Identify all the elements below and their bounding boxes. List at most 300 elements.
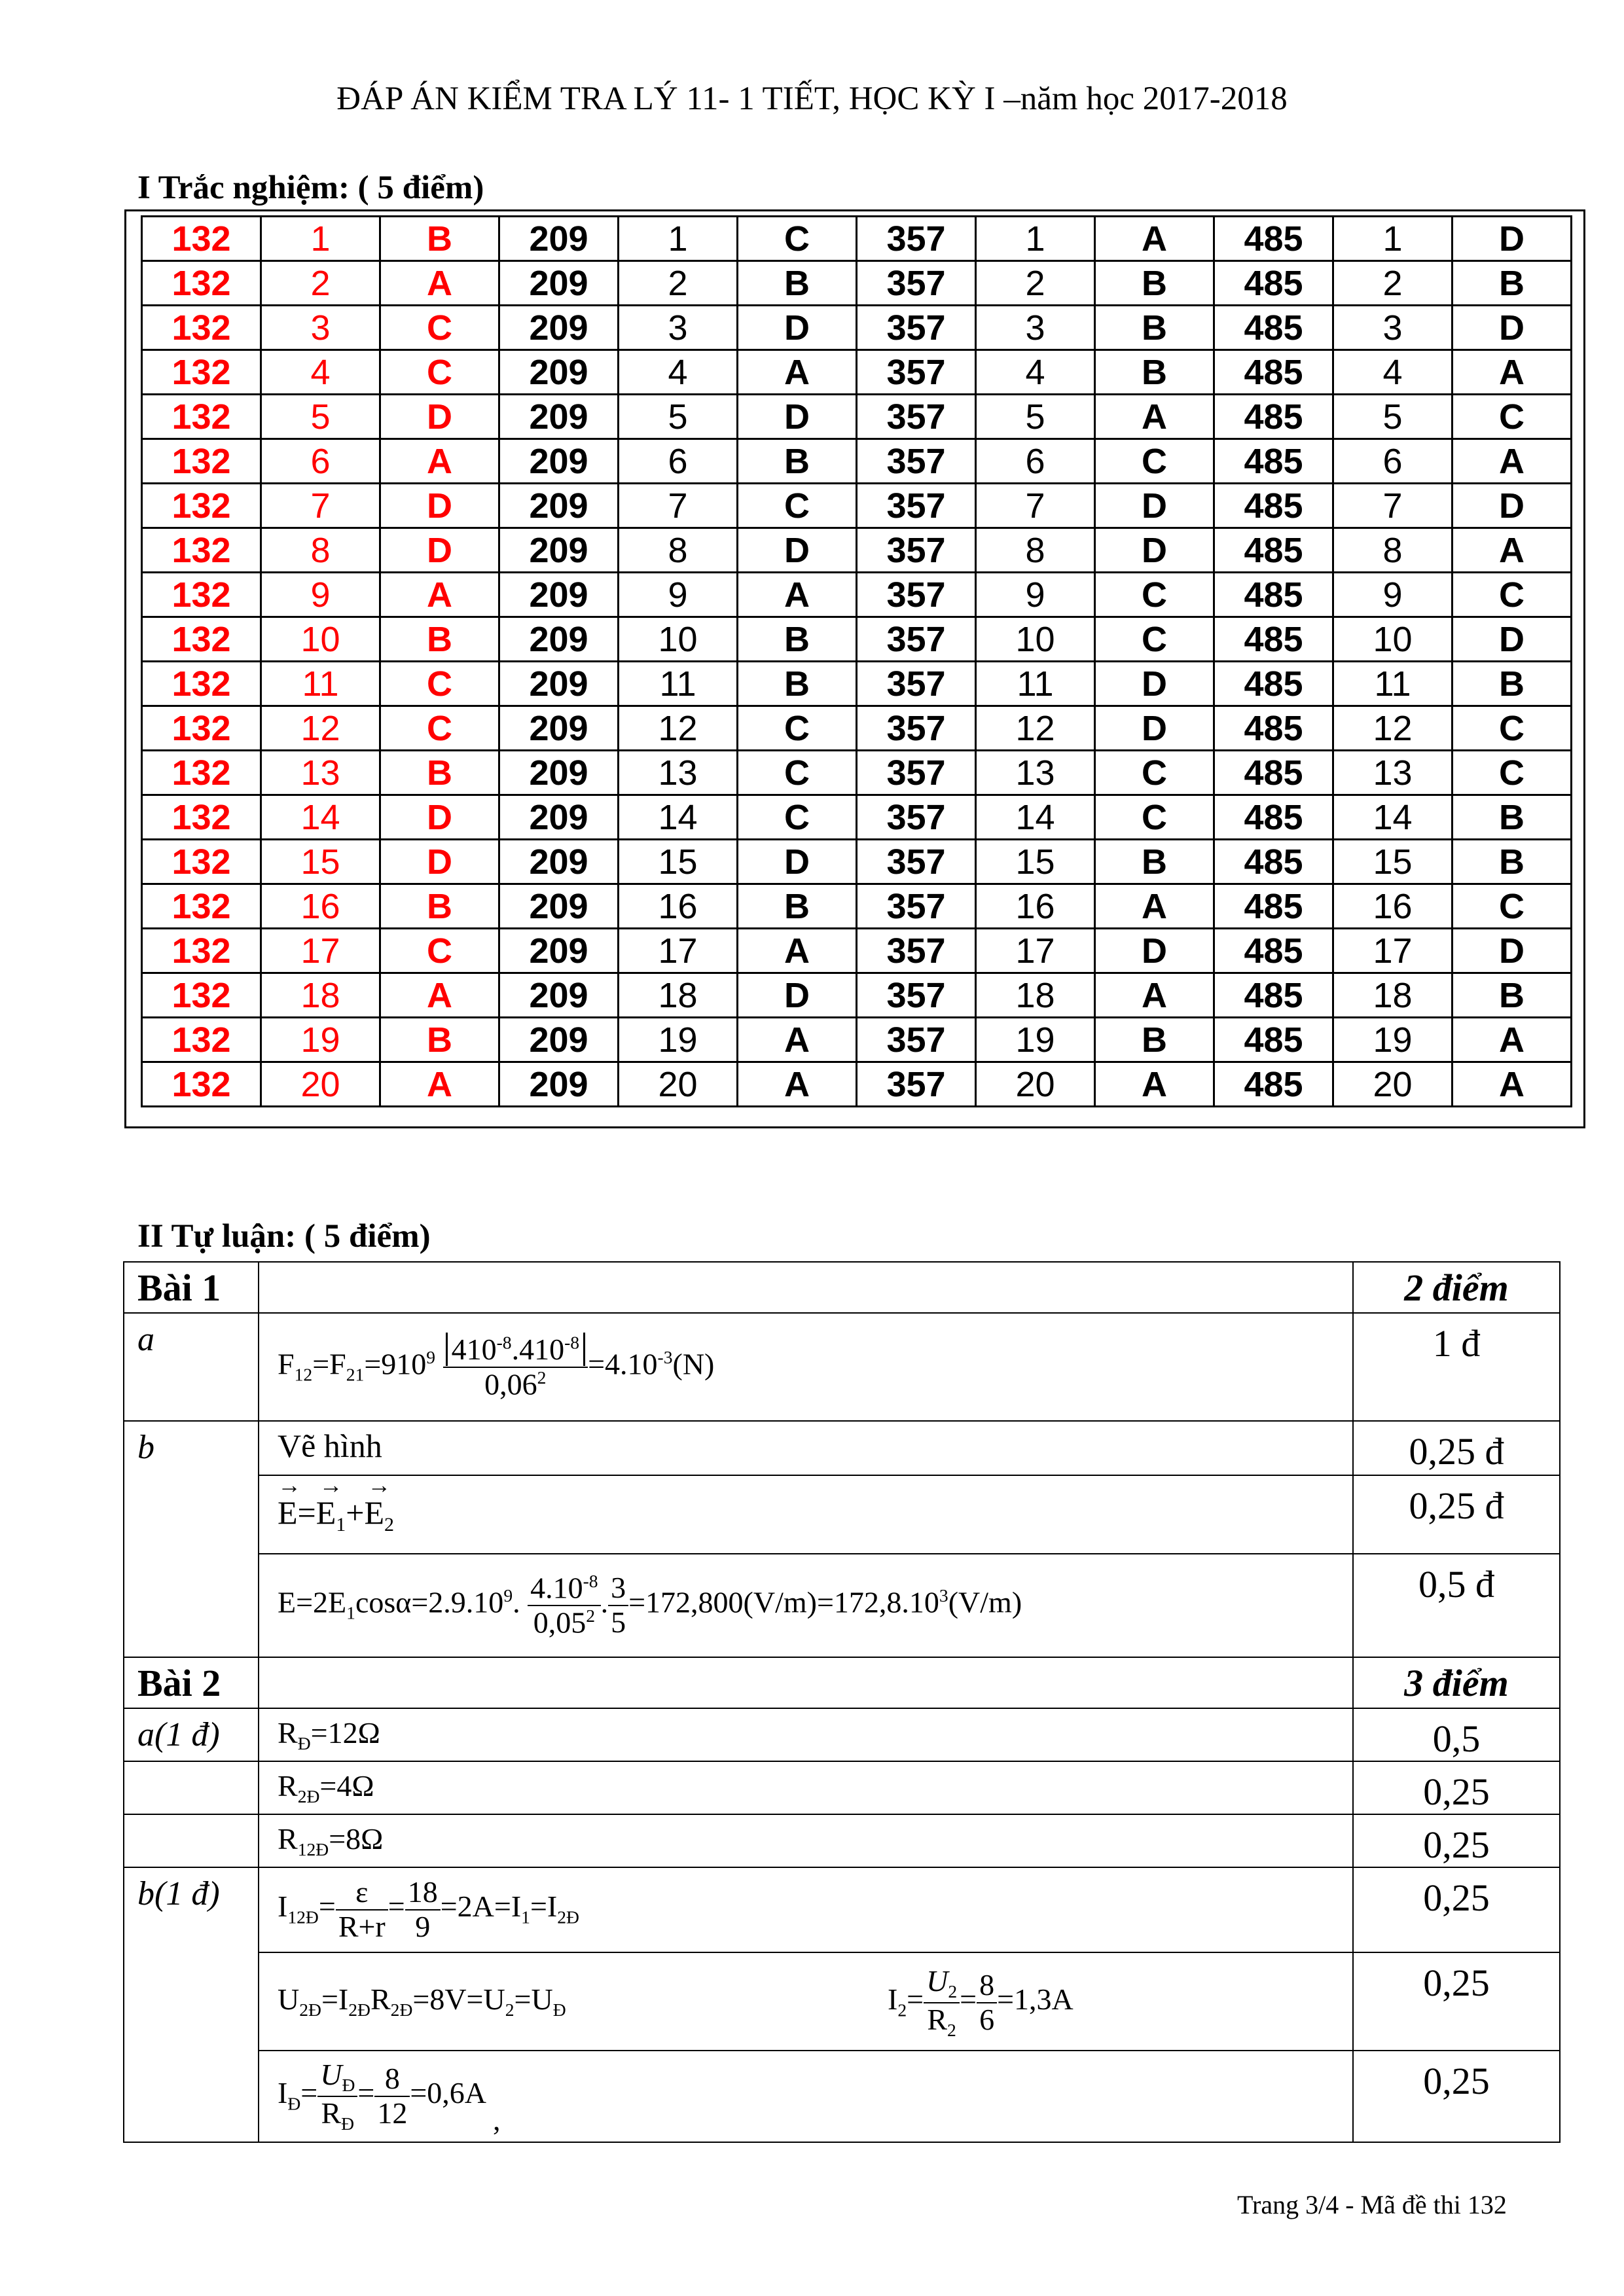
answer-cell: D [380,528,499,573]
answer-cell: C [1095,751,1214,795]
exam-code-cell: 485 [1214,795,1333,840]
answer-cell: A [380,973,499,1018]
question-number-cell: 11 [261,662,380,706]
bai1-a-label: a [124,1313,259,1421]
exam-code-cell: 209 [499,395,619,439]
question-number-cell: 4 [1333,350,1453,395]
bai2-b-row1 [124,1867,1560,1952]
answer-row [142,795,1572,840]
answer-cell: D [1453,484,1572,528]
question-number-cell: 13 [261,751,380,795]
question-number-cell: 17 [619,929,738,973]
bai2-b-row3 [124,2051,1560,2142]
question-number-cell: 5 [1333,395,1453,439]
answer-cell: D [1453,617,1572,662]
exam-code-cell: 132 [142,929,261,973]
bai2-b-row2 [124,1952,1560,2051]
answer-cell: A [380,573,499,617]
answer-cell: C [1095,573,1214,617]
question-number-cell: 5 [976,395,1095,439]
question-number-cell: 16 [1333,884,1453,929]
answer-cell: A [738,573,857,617]
exam-code-cell: 209 [499,439,619,484]
exam-code-cell: 485 [1214,395,1333,439]
bai2-b-score2: 0,25 [1353,1952,1560,2051]
answer-row [142,306,1572,350]
answer-cell: C [1095,439,1214,484]
essay-table [123,1261,1561,2143]
exam-code-cell: 357 [857,662,976,706]
bai2-a-row2 [124,1761,1560,1814]
question-number-cell: 8 [1333,528,1453,573]
question-number-cell: 18 [619,973,738,1018]
answer-cell: C [380,350,499,395]
exam-code-cell: 209 [499,973,619,1018]
exam-code-cell: 485 [1214,840,1333,884]
answer-cell: C [738,751,857,795]
exam-code-cell: 357 [857,484,976,528]
answer-row [142,840,1572,884]
answer-row [142,1018,1572,1062]
question-number-cell: 6 [261,439,380,484]
exam-code-cell: 209 [499,840,619,884]
question-number-cell: 4 [976,350,1095,395]
answer-row [142,1062,1572,1107]
answer-row [142,617,1572,662]
question-number-cell: 12 [619,706,738,751]
question-number-cell: 18 [261,973,380,1018]
question-number-cell: 10 [976,617,1095,662]
exam-code-cell: 209 [499,1062,619,1107]
answer-cell: B [1095,1018,1214,1062]
question-number-cell: 3 [1333,306,1453,350]
question-number-cell: 4 [261,350,380,395]
answer-cell: A [380,261,499,306]
bai2-a-blank2 [124,1761,259,1814]
answer-cell: A [380,1062,499,1107]
question-number-cell: 3 [261,306,380,350]
question-number-cell: 13 [619,751,738,795]
bai2-header-blank [259,1657,1353,1708]
bai2-header-row [124,1657,1560,1708]
answer-cell: B [380,617,499,662]
answer-cell: B [738,439,857,484]
bai1-b-draw-text: Vẽ hình [259,1421,1353,1475]
bai1-b-row-draw [124,1421,1560,1475]
answer-cell: C [1453,573,1572,617]
bai2-a-r2: $R_{2Đ}=4\Omega$ [259,1761,1353,1814]
exam-code-cell: 209 [499,261,619,306]
exam-code-cell: 485 [1214,751,1333,795]
exam-code-cell: 132 [142,573,261,617]
answer-cell: A [738,929,857,973]
bai1-b-field-formula: $E=2E_1\cos\alpha=2.9.10^9$. $\frac{4.10^{-8}}{0,05^2}$ . $\frac{3}{5}$ $=172,800(V/m)=172,8.10^3(V/m)$ [259,1554,1353,1657]
exam-code-cell: 132 [142,217,261,261]
bai2-a-score3: 0,25 [1353,1814,1560,1867]
exam-code-cell: 485 [1214,439,1333,484]
bai1-a-score: 1 đ [1353,1313,1560,1421]
question-number-cell: 11 [1333,662,1453,706]
bai1-b-label: b [124,1421,259,1657]
bai1-b-vector-sum: → $E=\to E_1+\to E_2$ [259,1475,1353,1554]
answer-cell: D [1095,706,1214,751]
exam-code-cell: 357 [857,395,976,439]
question-number-cell: 20 [619,1062,738,1107]
answer-cell: D [738,395,857,439]
question-number-cell: 19 [619,1018,738,1062]
exam-code-cell: 132 [142,973,261,1018]
exam-code-cell: 132 [142,751,261,795]
question-number-cell: 9 [1333,573,1453,617]
exam-code-cell: 485 [1214,1018,1333,1062]
answer-cell: B [380,884,499,929]
exam-code-cell: 132 [142,662,261,706]
question-number-cell: 2 [619,261,738,306]
answer-cell: D [738,306,857,350]
question-number-cell: 17 [976,929,1095,973]
answer-cell: A [1453,528,1572,573]
exam-code-cell: 357 [857,929,976,973]
question-number-cell: 3 [619,306,738,350]
bai1-points: 2 điểm [1353,1262,1560,1313]
answer-row [142,573,1572,617]
exam-code-cell: 209 [499,350,619,395]
answer-cell: B [738,617,857,662]
exam-code-cell: 132 [142,1062,261,1107]
question-number-cell: 20 [1333,1062,1453,1107]
exam-code-cell: 357 [857,306,976,350]
question-number-cell: 1 [976,217,1095,261]
exam-code-cell: 357 [857,617,976,662]
question-number-cell: 17 [261,929,380,973]
answer-cell: B [1453,662,1572,706]
exam-code-cell: 132 [142,1018,261,1062]
bai2-b-label: b(1 đ) [124,1867,259,2142]
exam-code-cell: 209 [499,706,619,751]
question-number-cell: 9 [976,573,1095,617]
question-number-cell: 14 [619,795,738,840]
exam-code-cell: 357 [857,973,976,1018]
exam-code-cell: 132 [142,706,261,751]
bai1-a-fraction: $\frac{410^{-8}.410^{-8}}{0,06^2}$ [443,1333,588,1401]
question-number-cell: 15 [1333,840,1453,884]
exam-code-cell: 132 [142,484,261,528]
answer-row [142,261,1572,306]
answer-row [142,350,1572,395]
answer-row [142,662,1572,706]
question-number-cell: 11 [619,662,738,706]
exam-code-cell: 209 [499,573,619,617]
answer-cell: C [380,306,499,350]
question-number-cell: 5 [261,395,380,439]
exam-code-cell: 132 [142,795,261,840]
question-number-cell: 6 [1333,439,1453,484]
exam-code-cell: 485 [1214,573,1333,617]
question-number-cell: 2 [261,261,380,306]
exam-code-cell: 132 [142,840,261,884]
question-number-cell: 19 [261,1018,380,1062]
question-number-cell: 3 [976,306,1095,350]
answer-cell: A [1095,395,1214,439]
answer-row [142,929,1572,973]
answer-row [142,217,1572,261]
exam-code-cell: 357 [857,1062,976,1107]
question-number-cell: 1 [1333,217,1453,261]
exam-code-cell: 485 [1214,662,1333,706]
bai1-b-row-field [124,1554,1560,1657]
page-footer: Trang 3/4 - Mã đề thi 132 [1237,2190,1507,2219]
exam-code-cell: 132 [142,617,261,662]
answer-cell: D [380,395,499,439]
answer-cell: A [1453,439,1572,484]
bai2-a-blank3 [124,1814,259,1867]
bai2-a-r3: $R_{12Đ}=8\Omega$ [259,1814,1353,1867]
exam-code-cell: 209 [499,484,619,528]
question-number-cell: 14 [261,795,380,840]
question-number-cell: 8 [619,528,738,573]
answer-row [142,528,1572,573]
question-number-cell: 16 [976,884,1095,929]
answer-cell: B [1095,261,1214,306]
question-number-cell: 19 [1333,1018,1453,1062]
exam-code-cell: 132 [142,306,261,350]
answer-cell: C [380,662,499,706]
bai1-b-row-vector [124,1475,1560,1554]
answer-cell: D [380,840,499,884]
exam-code-cell: 485 [1214,617,1333,662]
question-number-cell: 18 [1333,973,1453,1018]
answer-cell: C [380,929,499,973]
exam-code-cell: 357 [857,795,976,840]
exam-code-cell: 485 [1214,350,1333,395]
answer-row [142,439,1572,484]
question-number-cell: 17 [1333,929,1453,973]
question-number-cell: 18 [976,973,1095,1018]
question-number-cell: 11 [976,662,1095,706]
question-number-cell: 5 [619,395,738,439]
bai1-a-row [124,1313,1560,1421]
answer-cell: D [1095,484,1214,528]
bai2-a-row1 [124,1708,1560,1761]
question-number-cell: 2 [1333,261,1453,306]
exam-code-cell: 485 [1214,261,1333,306]
answer-row [142,884,1572,929]
exam-code-cell: 209 [499,751,619,795]
answer-cell: C [1095,617,1214,662]
document-title: ĐÁP ÁN KIỂM TRA LÝ 11- 1 TIẾT, HỌC KỲ I –năm học 2017-2018 [336,81,1288,117]
answer-cell: B [1095,350,1214,395]
answer-cell: A [1095,1062,1214,1107]
answer-cell: D [738,973,857,1018]
answer-cell: B [1095,306,1214,350]
question-number-cell: 12 [1333,706,1453,751]
answer-cell: D [380,484,499,528]
answer-cell: C [1453,751,1572,795]
exam-code-cell: 357 [857,1018,976,1062]
answer-cell: C [738,795,857,840]
exam-code-cell: 485 [1214,973,1333,1018]
exam-code-cell: 485 [1214,217,1333,261]
question-number-cell: 10 [261,617,380,662]
exam-code-cell: 485 [1214,528,1333,573]
answer-cell: B [1095,840,1214,884]
exam-code-cell: 357 [857,706,976,751]
answer-cell: B [1453,261,1572,306]
exam-code-cell: 357 [857,217,976,261]
answer-row [142,973,1572,1018]
bai1-b-score3: 0,5 đ [1353,1554,1560,1657]
answer-cell: B [738,884,857,929]
exam-code-cell: 132 [142,439,261,484]
answer-cell: C [1453,884,1572,929]
answer-cell: C [738,217,857,261]
question-number-cell: 19 [976,1018,1095,1062]
exam-code-cell: 132 [142,884,261,929]
exam-code-cell: 485 [1214,929,1333,973]
bai2-b-current-formula: $I_{12Đ}=$ $\frac{\varepsilon}{R+r}$ = $\frac{18}{9}$ $=2A=I_1=I_{2Đ}$ [259,1867,1353,1952]
question-number-cell: 8 [261,528,380,573]
answer-cell: C [738,484,857,528]
exam-code-cell: 209 [499,1018,619,1062]
bai1-title: Bài 1 [124,1262,259,1313]
bai2-a-score1: 0,5 [1353,1708,1560,1761]
question-number-cell: 16 [261,884,380,929]
exam-code-cell: 357 [857,350,976,395]
question-number-cell: 7 [261,484,380,528]
exam-code-cell: 485 [1214,706,1333,751]
answer-cell: B [1453,795,1572,840]
answer-cell: D [738,840,857,884]
question-number-cell: 15 [976,840,1095,884]
section-multiple-choice-title: I Trắc nghiệm: ( 5 điểm) [137,170,484,206]
answer-cell: A [738,350,857,395]
answer-row [142,484,1572,528]
answer-cell: A [380,439,499,484]
bai1-b-score1: 0,25 đ [1353,1421,1560,1475]
answer-cell: B [738,261,857,306]
exam-code-cell: 357 [857,884,976,929]
answer-cell: D [380,795,499,840]
answer-row [142,751,1572,795]
question-number-cell: 20 [261,1062,380,1107]
answer-cell: D [1453,929,1572,973]
answer-table [141,215,1572,1107]
exam-code-cell: 132 [142,350,261,395]
bai1-header-blank [259,1262,1353,1313]
bai2-b-i2-formula: $I_2=$ $\frac{U_2}{R_2}$ = $\frac{8}{6}$ =1,3A [888,1964,1074,2040]
answer-cell: D [1453,217,1572,261]
answer-cell: D [738,528,857,573]
question-number-cell: 7 [619,484,738,528]
answer-cell: B [380,217,499,261]
answer-cell: D [1095,929,1214,973]
bai2-b-voltage-formula: $U_{2Đ}=I_{2Đ}R_{2Đ}=8V=U_2=U_Đ$ $I_2=$ $\frac{U_2}{R_2}$ = $\frac{8}{6}$ =1,3A [259,1952,1353,2051]
bai2-a-r1: $R_Đ=12\Omega$ [259,1708,1353,1761]
answer-cell: A [1453,1062,1572,1107]
question-number-cell: 9 [261,573,380,617]
question-number-cell: 14 [976,795,1095,840]
exam-code-cell: 357 [857,751,976,795]
question-number-cell: 6 [619,439,738,484]
exam-code-cell: 357 [857,261,976,306]
exam-code-cell: 357 [857,840,976,884]
exam-code-cell: 209 [499,306,619,350]
answer-cell: A [738,1062,857,1107]
bai2-a-score2: 0,25 [1353,1761,1560,1814]
bai2-a-row3 [124,1814,1560,1867]
question-number-cell: 7 [1333,484,1453,528]
answer-cell: D [1453,306,1572,350]
answer-cell: D [1095,528,1214,573]
answer-cell: A [1095,973,1214,1018]
answer-cell: D [1095,662,1214,706]
bai2-title: Bài 2 [124,1657,259,1708]
answer-cell: A [1453,1018,1572,1062]
question-number-cell: 1 [261,217,380,261]
question-number-cell: 10 [1333,617,1453,662]
exam-code-cell: 485 [1214,484,1333,528]
exam-code-cell: 357 [857,528,976,573]
answer-cell: C [1453,395,1572,439]
answer-cell: A [1453,350,1572,395]
bai2-b-score3: 0,25 [1353,2051,1560,2142]
question-number-cell: 15 [261,840,380,884]
answer-cell: C [1095,795,1214,840]
exam-code-cell: 209 [499,795,619,840]
exam-code-cell: 485 [1214,306,1333,350]
answer-cell: B [1453,840,1572,884]
answer-cell: C [380,706,499,751]
question-number-cell: 13 [1333,751,1453,795]
exam-code-cell: 209 [499,217,619,261]
question-number-cell: 12 [261,706,380,751]
section-essay-title: II Tự luận: ( 5 điểm) [137,1218,431,1255]
exam-code-cell: 209 [499,528,619,573]
answer-cell: A [1095,884,1214,929]
question-number-cell: 10 [619,617,738,662]
question-number-cell: 20 [976,1062,1095,1107]
question-number-cell: 1 [619,217,738,261]
bai2-points: 3 điểm [1353,1657,1560,1708]
question-number-cell: 9 [619,573,738,617]
exam-code-cell: 357 [857,439,976,484]
question-number-cell: 4 [619,350,738,395]
bai2-a-label: a(1 đ) [124,1708,259,1761]
question-number-cell: 2 [976,261,1095,306]
question-number-cell: 14 [1333,795,1453,840]
bai1-b-score2: 0,25 đ [1353,1475,1560,1554]
question-number-cell: 12 [976,706,1095,751]
bai2-b-score1: 0,25 [1353,1867,1560,1952]
exam-code-cell: 209 [499,617,619,662]
exam-code-cell: 132 [142,528,261,573]
bai2-b-id-formula: $I_Đ=$ $\frac{U_Đ}{R_Đ}$ = $\frac{8}{12}$ =0,6A, [259,2051,1353,2142]
question-number-cell: 15 [619,840,738,884]
question-number-cell: 7 [976,484,1095,528]
answer-cell: C [1453,706,1572,751]
question-number-cell: 8 [976,528,1095,573]
answer-row [142,706,1572,751]
exam-code-cell: 209 [499,929,619,973]
bai1-header-row [124,1262,1560,1313]
exam-code-cell: 485 [1214,884,1333,929]
bai1-a-formula: $F_{12}=F_{21}=910^9$ $\frac{410^{-8}.410^{-8}}{0,06^2}$ $=4.10^{-3}(N)$ [259,1313,1353,1421]
exam-code-cell: 357 [857,573,976,617]
answer-table-body [142,217,1572,1107]
question-number-cell: 13 [976,751,1095,795]
answer-row [142,395,1572,439]
exam-code-cell: 485 [1214,1062,1333,1107]
